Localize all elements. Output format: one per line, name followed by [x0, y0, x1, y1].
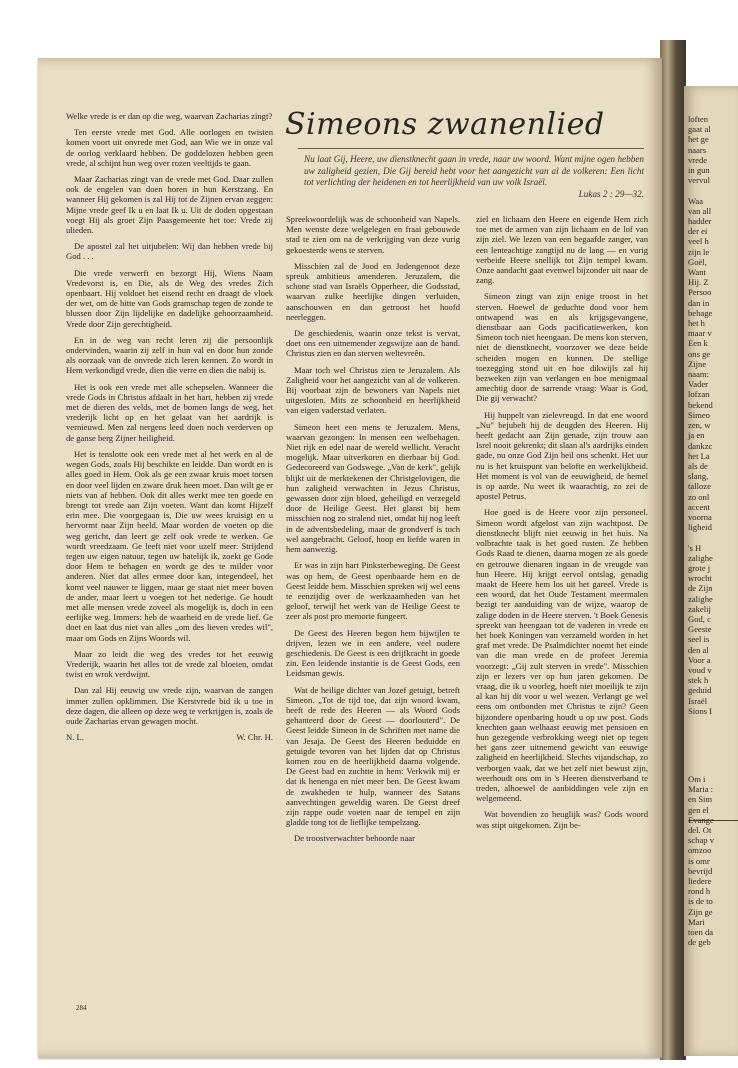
right-page-line: bevrijd — [688, 865, 713, 876]
right-page-line: als de — [688, 460, 708, 471]
right-page-line: stek h — [688, 675, 709, 686]
right-page-line: zo onl — [688, 491, 710, 502]
epigraph-reference: Lukas 2 : 29—32. — [578, 188, 644, 199]
right-page-line: Sions I — [688, 705, 713, 716]
right-page-line: ja en — [688, 430, 705, 441]
right-page-line: den al — [688, 644, 709, 655]
right-page-line — [688, 185, 738, 195]
right-page-line: maar v — [688, 328, 712, 339]
column-2-paragraph: De troostverwachter behoorde naar — [294, 833, 415, 844]
right-page-line: veel h — [688, 236, 709, 247]
column-1-paragraph: Welke vrede is er dan op die weg, waarvan Zacharias zingt? — [66, 111, 273, 121]
title-rule — [298, 148, 644, 149]
right-page-line: talloze — [688, 481, 711, 492]
right-page-line: van all — [688, 205, 712, 216]
right-page-line: de geb — [688, 937, 711, 948]
column-2-paragraph: De Geest des Heeren begon hem bijwijlen te drijven, lezen we in een andere, veel oudere geschiedenis. De Geest is een drijfkracht in goede zin. Een leidende instantie is de Geest Gods, een Leidsman gewis. — [286, 627, 460, 679]
article-title: Simeons zwanenlied — [285, 107, 605, 142]
right-page-line: gen el — [688, 804, 709, 815]
right-page-line: ons ge — [688, 348, 711, 359]
column-3-paragraph: Simeon zingt van zijn enige troost in het sterven. Hoewel de geduchte dood voor hem ontwapend was en als krijgsgevangene, dienstbaar aan Gods pacificatiewerken, kon Simeon toch niet heengaan. De mens kon sterven, niet de dienstknecht, voorzover we deze beide scheiden mogen en kunnen. De stellige toezegging stond uit en hoe dikwijls zal hij bezweken zijn van verlangen en hoe menigmaal amechtig door de sarrende vraag: Waar is God, Die gij verwacht? — [476, 291, 648, 404]
right-page-line: lofzan — [688, 389, 710, 400]
right-page-line: Voor a — [688, 654, 711, 665]
column-2-paragraph: Spreekwoordelijk was de schoonheid van Napels. Men wenste deze welgelegen en fraai gebouwde stad te zien om na de verkrijging van deze vurig gekoesterde wens te sterven. — [286, 214, 460, 255]
right-page-line: seel is — [688, 634, 710, 645]
right-page-line: slang, — [688, 471, 709, 482]
right-page-line: Zijne — [688, 358, 707, 369]
right-page-line: vrede — [688, 154, 708, 165]
right-page-line: zen, w — [688, 420, 711, 431]
right-page-line: Israël — [688, 695, 708, 706]
column-1-paragraph: Ten eerste vrede met God. Alle oorlogen en twisten komen voort uit onvrede met God, aan Wie we in onze val de oorlog verklaard hebben. De goddelozen hebben geen vrede, al schijnt hun weg over rozen veeltijds te gaan. — [66, 127, 273, 168]
right-page-line: schap v — [688, 835, 715, 846]
article-header — [285, 107, 645, 142]
right-page-line: Geeste — [688, 624, 712, 635]
right-page-text-top — [688, 114, 738, 716]
book-spine — [660, 40, 686, 1060]
right-page-line: Om i — [688, 774, 706, 784]
right-page-line: Hij. Z — [688, 277, 709, 288]
right-page-line: het h — [688, 318, 705, 329]
right-page-line: naam: — [688, 369, 709, 380]
right-page-line: dan in — [688, 297, 710, 308]
right-page-line: hadder — [688, 216, 712, 227]
right-page-line: dankzc — [688, 440, 713, 451]
column-3 — [476, 214, 648, 836]
right-page-line: loften — [688, 114, 709, 124]
right-page-line: zakelij — [688, 603, 711, 614]
right-page-line: de Zijn — [688, 583, 713, 594]
right-page-line: Maria : — [688, 784, 714, 795]
column-2-paragraph: Simeon heet een mens te Jeruzalem. Mens, waarvan gezongen: In mensen een welbehagen. Niet rijk en edel naar de wereld wellicht. Veracht mogelijk. Maar uitverkoren en dierbaar bij God. Gedecoreerd van Godswege. „Van de kerk", gelijk blijkt uit de merktekenen der Christgelovigen, die hun zaligheid verwachten in Jezus Christus, gewassen door zijn bloed, geheiligd en verzegeld door de Heilige Geest. Het glanst bij hem misschien nog zo stralend niet, omdat hij nog leeft in de adventsbedeling, maar de grondverf is toch wel aangebracht. Geloof, hoop en liefde waren in hem aanwezig. — [286, 421, 460, 555]
right-page-line: Simeo — [688, 409, 710, 420]
column-1-paragraph: Het is tenslotte ook een vrede met al het werk en al de wegen Gods, zoals Hij beschikte en leidde. Dan wordt en is alles goed in Hem. Ook als ge een zwaar kruis moet torsen en door veel lijden en zware druk heen moet. Dan wilt ge er niets van af hebben. Ook dit alles werkt mee ten goede en brengt tot vrede aan Zijn voeten. Want dan komt Hijzelf erin mee. Die voorgegaan is, Die uw wees kruisigt en u hervormt naar Zijn beeld. Maar worden de voeten op die weg gericht, dan leert ge zelf ook vrede te werken. Ge wordt vreedzaam. Ge leeft niet voor uzelf meer. Strijdend tegen uw eigen natuur, tegen uw hatelijk ik, zoekt ge Gode door Hem te behagen en wordt ge des te milder voor anderen. Niet dat alles ermee door kan, integendeel, het komt veel nauwer te liggen, maar ge staat niet meer boven de ander, maar leert u voegen tot het nederige. Ge houdt met alle mensen vrede zoveel als mogelijk is, doch in een eerlijke weg. Immers: heb de waarheid en de vrede lief. Ge doet en laat dus niet van alles „om des lieven vredes wil", maar om Gods en Zijns Woords wil. — [66, 448, 273, 643]
right-page-line: ligheid — [688, 522, 712, 533]
right-page-line: zijn le — [688, 246, 710, 257]
right-page-line: omzoo — [688, 845, 712, 856]
right-page-line: gaat al — [688, 124, 711, 135]
column-3-paragraph: Hij huppelt van zielevreugd. In dat ene woord „Nu" bejubelt hij de deugden des Heeren. Hij heeft gedacht aan Zijn genade, zijn trouw aan Isrel nooit gekrenkt; dit slaan al's aardrijks einden gade, nu onze God Zijn heil ons schenkt. Het uur nu is het kruispunt van belofte en werkelijkheid. Het moment is vol van de eeuwigheid, de hemel is op aarde. Nu weet ik waarachtig, zo zei de apostel Petrus. — [476, 409, 648, 502]
column-2-paragraph: Er was in zijn hart Pinksterbeweging. De Geest was op hem, de Geest openbaarde hem en de Geest leidde hem. Misschien spreken wij wel eens te eenzijdig over de werkzaamheden van het geloof, terwijl het werk van de Heilige Geest te zeer als post pro memorie fungeert. — [286, 560, 460, 622]
column-2-paragraph: Misschien zal de Jood en Jodengenoot deze spreuk ambitieus amenderen. Jeruzalem, die schone stad van Israëls Opperheer, die Godsstad, waarvan zulke heerlijke dingen verluiden, aanschouwen en dan getroost het hoofd neerleggen. — [286, 260, 460, 322]
right-page-line: zalighe — [688, 552, 713, 563]
right-page-line: Mari — [688, 916, 705, 927]
column-2-paragraph: Maar toch wel Christus zien te Jeruzalem. Als Zaligheid voor het aangezicht van al de volkeren. Bij voorbaat zijn de bewoners van Napels niet uitgesloten. Mits ze schoonheid en heerlijkheid van eigen vaderstad verlaten. — [286, 364, 460, 416]
right-page-line: in gun — [688, 165, 710, 176]
column-3-paragraph: ziel en lichaam den Heere en eigende Hem zich toe met de armen van zijn lichaam en de lof van zijn ziel. We lezen van een begaafde zanger, van een lenteachtige zangtijd nu de lang — en vurig verbeide Heere snellijk tot Zijn tempel kwam. Onze aandacht gaat evenwel bijzonder uit naar de zang. — [476, 214, 648, 286]
right-page-line: 's H — [688, 542, 702, 553]
column-1-paragraph: Dan zal Hij eeuwig uw vrede zijn, waarvan de zangen immer zullen opklimmen. Die Kerstvrede bid ik u toe in deze dagen, die alleen op deze weg te verkrijgen is, zoals de oude Zacharias ervan gewagen mocht. — [66, 685, 273, 726]
right-page-line: God, c — [688, 613, 711, 624]
signature-author: W. Chr. H. — [236, 732, 273, 743]
right-page-line: behage — [688, 307, 713, 318]
right-page-line: Een k — [688, 338, 708, 349]
right-page-line — [688, 532, 738, 542]
right-page — [684, 86, 738, 1056]
right-page-line: Goël, — [688, 256, 707, 267]
right-page-line: vervul — [688, 175, 710, 186]
column-1-paragraph: Maar zo leidt die weg des vredes tot het eeuwig Vrederijk, waarin het alles tot de vrede zal bloeien, omdat twist en wrok verdwijnt. — [66, 648, 273, 680]
right-page-line: naars — [688, 144, 707, 155]
right-page-line: Evange — [688, 814, 714, 825]
column-2-paragraph: De geschiedenis, waarin onze tekst is vervat, doet ons een uitnemender zegswijze aan de hand. Christus zien en dan sterven weltevreên. — [286, 328, 460, 359]
right-page-text-bottom — [688, 774, 738, 947]
right-page-line: Want — [688, 267, 706, 278]
epigraph-text: Nu laat Gij, Heere, uw dienstknecht gaan in vrede, naar uw woord. Want mijne ogen hebben uw zaligheid gezien, Die Gij bereid hebt voor het aangezicht van al de volkeren: Een licht tot verlichting der heidenen en tot heerlijkheid van uw volk Israël. — [304, 154, 644, 188]
column-1 — [66, 111, 273, 742]
column-2-paragraph: Wat de heilige dichter van Jozef getuigt, betreft Simeon. „Tot de tijd toe, dat zijn woord kwam, heeft de rede des Heeren — als Woord Gods gehanteerd door de Geest — doorlouterd". De Geest leidde Simeon in de Schriften met name die van Jesaja. De Geest des Heeren beduidde en getuigde tevoren van het lijden dat op Christus komen zou en de heerlijkheid daarna volgende. De Geest bad en zuchtte in hem: Verkwik mij er dat ik henenga en niet meer ben. De Geest kwam de zwakheden te hulp, wanneer des Satans aanvechtingen geweldig waren. De Geest dreef zijn rappe oude voeten naar de tempel en zijn gladde tong tot de lieflijke tempelzang. — [286, 684, 460, 828]
page-number: 284 — [76, 1004, 87, 1012]
column-3-paragraph: Hoe goed is de Heere voor zijn personeel. Simeon wordt afgelost van zijn wachtpost. De dienstknecht blijft niet eeuwig in het huis. Na volbrachte taak is het goed rusten. Ze hebben Gods Raad te dienen, daarna mogen ze als goede en getrouwe dienaren ingaan in de vreugde van hun Heere. Hij krijgt eervol ontslag, genadig maakt de Heere hem los uit het gareel. Vrede is een woord, dat het Oude Testament meermalen bezigt ter aanduiding van de wijze, waarop de zalige doden in de Heere sterven. 't Boek Genesis spreekt van heengaan tot de vaderen in vrede en het boek Koningen van verzameld worden in het graf met vrede. De Psalmdichter noemt het einde van die man vrede en de profeet Jeremia voorzegt: „Gij zult sterven in vrede". Misschien zijn er lezers ver op hun jaren gekomen. De vraag, die ik u voorleg, hoeft niet moeilijk te zijn al kan hij dit voor u wel wezen. Verlangt ge wel eens om ontbonden met Christus te zijn? Geen bijzondere openbaring houdt u op uw post. Gods knechten gaan welhaast eeuwig met pensioen en hun gezegende verbrokking weegt niet op tegen het gans zeer uitnemend gewicht van eeuwige zaligheid en heerlijkheid. Slechts vijandschap, zo verborgen vaak, dat we het zelf niet bewust zijn, weerhoudt ons om in 's Heeren dienstverband te treden, alhoewel de aanbiddingen vele zijn en welgemeend. — [476, 507, 648, 804]
right-page-line: en Sim — [688, 794, 713, 805]
right-page-line: het La — [688, 450, 710, 461]
right-page-line: accent — [688, 501, 710, 512]
right-page-line: het ge — [688, 134, 709, 145]
right-page-line: is de to — [688, 896, 713, 907]
right-page-line: Zijn ge — [688, 906, 713, 917]
column-1-paragraph: Het is ook een vrede met alle schepselen. Wanneer die vrede Gods in Christus afdaalt in het hart, hebben zij vrede met de dieren des velds, met de bomen langs de weg, het vrederijk licht op en het gelaat van het aardrijk is vernieuwd. Men zal nergens leed doen noch verderven op de ganse berg Zijner heiligheid. — [66, 381, 273, 443]
right-page-line: toen da — [688, 927, 714, 938]
signature-initials: N. L. — [66, 732, 84, 743]
signature-line — [66, 732, 273, 742]
right-page-line: voud v — [688, 664, 712, 675]
right-page-line: zalighe — [688, 593, 713, 604]
right-page-line: voorna — [688, 511, 712, 522]
right-page-line: rond h — [688, 886, 711, 897]
right-page-line: Vader — [688, 379, 709, 390]
right-page-line: Waa — [688, 195, 704, 206]
column-1-paragraph: Die vrede verwerft en bezorgt Hij, Wiens Naam Vredevorst is, en Die, als de Weg des vredes Zich openbaart. Hij voldoet het eisend recht en draagt de vloek der wet, om de hitte van Gods gramschap tegen de zonde te blussen door Zijn lijdelijke en dadelijke gehoorzaamheid. Vrede door Zijn gerechtigheid. — [66, 267, 273, 329]
right-page-line: wrocht — [688, 573, 712, 584]
epigraph — [304, 154, 644, 200]
column-2 — [286, 214, 460, 850]
column-1-paragraph: En in de weg van recht leren zij die persoonlijk ondervinden, waarin zij zelf in hun val en door hun zonde als oorzaak van de onvrede zich leren kennen. Zo wordt in Hem verkondigd vrede, dien die verre en dien die nabij is. — [66, 334, 273, 376]
right-page-line: der ei — [688, 226, 708, 237]
right-page-line: geduid — [688, 685, 712, 696]
column-1-paragraph: De apostel zal het uitjubelen: Wij dan hebben vrede bij God . . . — [66, 241, 273, 262]
right-page-line: Persoo — [688, 287, 712, 298]
right-page-line: grote j — [688, 562, 711, 573]
column-1-paragraph: Maar Zacharias zingt van de vrede met God. Daar zullen ook de engelen van doen horen in hun Kerstzang. En wanneer Hij gekomen is zal Hij tot de Zijnen ervan zeggen: Mijne vrede geef Ik u en laat Ik u. Uit de doden opgestaan voegt Hij als groet Zijn Paasgemeente het toe: Vrede zij ulieden. — [66, 174, 273, 236]
right-page-line: bekend — [688, 399, 713, 410]
right-page-line: liedere — [688, 876, 712, 887]
right-page-line: del. Ot — [688, 825, 712, 836]
right-page-line: is omr — [688, 855, 710, 866]
column-3-paragraph: Wat bovendien zo heuglijk was? Gods woord was stipt uitgekomen. Zijn be- — [476, 809, 648, 830]
